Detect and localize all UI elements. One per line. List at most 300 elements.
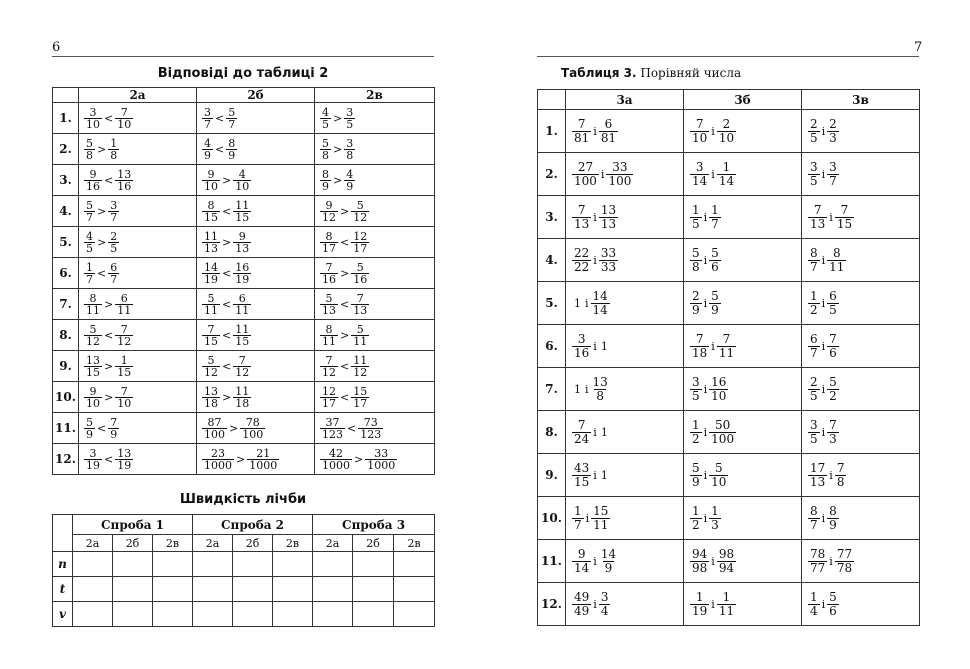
denominator: 22 [574, 259, 590, 274]
denominator: 9 [110, 427, 118, 441]
fraction [690, 591, 709, 618]
denominator: 33 [600, 259, 617, 274]
compare-cell [684, 153, 802, 196]
speed-empty-cell [153, 552, 193, 577]
fraction [690, 462, 702, 489]
comparison-sign: > [104, 390, 114, 404]
answer-cell [79, 413, 197, 444]
whole-number: 1 [600, 339, 608, 353]
fraction [572, 419, 591, 446]
denominator: 100 [711, 431, 735, 446]
denominator: 7 [810, 345, 818, 360]
numerator: 78 [810, 546, 826, 561]
denominator: 13 [204, 241, 218, 255]
fraction [690, 118, 709, 145]
denominator: 81 [574, 130, 590, 145]
denominator: 10 [711, 474, 727, 489]
fraction [202, 231, 220, 254]
answer-cell [197, 134, 315, 165]
numerator: 7 [695, 331, 704, 346]
denominator: 18 [204, 396, 218, 410]
numerator: 7 [813, 202, 822, 217]
conjunction: і [829, 210, 833, 224]
denominator: 7 [810, 517, 818, 532]
numerator: 5 [356, 260, 364, 274]
answer-cell [315, 320, 435, 351]
conjunction: і [593, 468, 597, 482]
denominator: 18 [235, 396, 250, 410]
fraction [599, 548, 618, 575]
denominator: 10 [86, 117, 100, 131]
denominator: 11 [593, 517, 609, 532]
answers-row [53, 382, 435, 413]
row-number: 5. [538, 282, 566, 325]
conjunction: і [711, 554, 715, 568]
answers-title: Відповіді до таблиці 2 [157, 66, 329, 81]
compare-row [538, 411, 920, 454]
answer-cell [315, 444, 435, 475]
speed-empty-cell [73, 602, 113, 627]
numerator: 33 [600, 245, 617, 260]
denominator: 5 [810, 173, 818, 188]
numerator: 78 [245, 415, 260, 429]
conjunction: і [703, 382, 708, 396]
fraction [709, 290, 721, 317]
fraction [572, 161, 599, 188]
denominator: 2 [692, 431, 700, 446]
comparison-sign: < [222, 328, 232, 342]
comparison-sign: < [97, 421, 107, 435]
numerator: 1 [110, 136, 118, 150]
fraction [84, 324, 102, 347]
compare-cell [684, 454, 802, 497]
denominator: 123 [360, 427, 382, 441]
answer-cell [79, 258, 197, 289]
numerator: 5 [711, 288, 719, 303]
fraction [115, 355, 133, 378]
fraction [717, 118, 736, 145]
speed-subcol-header: 2в [394, 535, 435, 552]
compare-row [538, 282, 920, 325]
speed-row [53, 602, 435, 627]
denominator: 3 [711, 517, 719, 532]
fraction [202, 169, 220, 192]
fraction [320, 448, 352, 471]
fraction [599, 118, 618, 145]
fraction [240, 417, 265, 440]
fraction [717, 548, 736, 575]
denominator: 11 [322, 334, 336, 348]
fraction [709, 505, 721, 532]
compare-header-cell [538, 90, 566, 110]
fraction [808, 462, 827, 489]
comparison-sign: < [340, 359, 350, 373]
denominator: 5 [110, 241, 118, 255]
denominator: 19 [235, 272, 250, 286]
numerator: 5 [207, 291, 215, 305]
row-number: 4. [53, 196, 79, 227]
compare-header-row [538, 90, 920, 110]
denominator: 94 [718, 560, 735, 575]
compare-cell [684, 110, 802, 153]
fraction [709, 204, 721, 231]
row-number: 7. [538, 368, 566, 411]
denominator: 6 [711, 259, 719, 274]
fraction [591, 505, 610, 532]
compare-header-cell: 3б [684, 90, 802, 110]
compare-cell [802, 583, 920, 626]
speed-subcols-row [53, 535, 435, 552]
answer-cell [197, 351, 315, 382]
answers-row [53, 413, 435, 444]
comparison-sign: > [236, 452, 246, 466]
denominator: 13 [810, 216, 826, 231]
fraction [108, 200, 119, 223]
fraction [690, 290, 702, 317]
row-number: 12. [538, 583, 566, 626]
fraction [233, 386, 251, 409]
numerator: 5 [86, 136, 93, 150]
comparison-sign: > [222, 173, 232, 187]
numerator: 23 [211, 446, 225, 460]
answer-cell [197, 444, 315, 475]
numerator: 7 [840, 202, 849, 217]
speed-title: Швидкість лічби [179, 492, 307, 507]
fraction [808, 247, 820, 274]
comparison-sign: > [333, 111, 343, 125]
numerator: 5 [356, 322, 364, 336]
fraction [572, 247, 591, 274]
numerator: 7 [577, 116, 586, 131]
speed-empty-cell [313, 552, 353, 577]
numerator: 33 [612, 159, 628, 174]
row-number: 8. [538, 411, 566, 454]
row-number: 8. [53, 320, 79, 351]
speed-subcol-header: 2в [273, 535, 313, 552]
fraction [351, 293, 369, 316]
numerator: 2 [722, 116, 731, 131]
denominator: 5 [810, 388, 818, 403]
numerator: 13 [117, 446, 132, 460]
header-rule-right [537, 56, 919, 57]
numerator: 5 [228, 105, 236, 119]
compare-cell [566, 540, 684, 583]
denominator: 8 [692, 259, 700, 274]
numerator: 14 [600, 546, 617, 561]
denominator: 7 [204, 117, 211, 131]
denominator: 19 [204, 272, 218, 286]
denominator: 15 [204, 210, 218, 224]
table3-title [561, 66, 741, 80]
answer-cell [197, 413, 315, 444]
fraction [84, 293, 102, 316]
fraction [808, 161, 820, 188]
fraction [827, 505, 839, 532]
row-number: 6. [538, 325, 566, 368]
fraction [108, 138, 119, 161]
row-number: 4. [538, 239, 566, 282]
denominator: 6 [829, 345, 837, 360]
answers-row [53, 103, 435, 134]
compare-header-cell: 3а [566, 90, 684, 110]
answers-header-cell [53, 88, 79, 103]
answer-cell [79, 134, 197, 165]
comparison-sign: < [340, 390, 350, 404]
fraction [690, 247, 702, 274]
numerator: 5 [86, 198, 93, 212]
numerator: 5 [207, 353, 215, 367]
conjunction: і [593, 597, 597, 611]
numerator: 5 [325, 291, 333, 305]
answer-cell [197, 289, 315, 320]
numerator: 77 [836, 546, 853, 561]
whole-number: 1 [600, 425, 608, 439]
numerator: 1 [692, 417, 700, 432]
numerator: 6 [120, 291, 128, 305]
row-number: 10. [538, 497, 566, 540]
denominator: 1000 [249, 458, 278, 472]
answer-cell [79, 196, 197, 227]
fraction [808, 204, 827, 231]
numerator: 8 [829, 503, 837, 518]
row-number: 6. [53, 258, 79, 289]
numerator: 3 [346, 105, 354, 119]
numerator: 7 [207, 322, 215, 336]
denominator: 9 [829, 517, 837, 532]
fraction [572, 118, 591, 145]
answer-cell [79, 382, 197, 413]
denominator: 15 [117, 365, 132, 379]
row-number: 11. [538, 540, 566, 583]
fraction [320, 324, 338, 347]
conjunction: і [711, 124, 715, 138]
fraction [108, 262, 119, 285]
fraction [827, 247, 846, 274]
numerator: 7 [577, 417, 586, 432]
speed-subcol-header: 2в [153, 535, 193, 552]
speed-empty-cell [394, 552, 435, 577]
fraction [808, 419, 820, 446]
denominator: 12 [322, 365, 336, 379]
compare-cell [566, 239, 684, 282]
denominator: 12 [353, 210, 368, 224]
fraction [717, 333, 736, 360]
speed-subcol-header: 2б [113, 535, 153, 552]
fraction [835, 204, 854, 231]
compare-cell [802, 153, 920, 196]
numerator: 14 [592, 288, 608, 303]
comparison-sign: < [104, 328, 114, 342]
numerator: 3 [89, 105, 97, 119]
conjunction: і [593, 425, 597, 439]
fraction [202, 448, 234, 471]
denominator: 8 [346, 148, 354, 162]
compare-cell [684, 196, 802, 239]
row-number: 11. [53, 413, 79, 444]
denominator: 9 [322, 179, 329, 193]
numerator: 7 [836, 460, 845, 475]
answer-cell [79, 320, 197, 351]
numerator: 7 [325, 353, 333, 367]
denominator: 8 [836, 474, 845, 489]
denominator: 8 [596, 388, 604, 403]
fraction [690, 204, 702, 231]
speed-empty-cell [73, 577, 113, 602]
numerator: 5 [692, 245, 700, 260]
compare-cell [566, 153, 684, 196]
denominator: 10 [692, 130, 708, 145]
fraction [320, 169, 331, 192]
row-number: 12. [53, 444, 79, 475]
numerator: 12 [322, 384, 336, 398]
denominator: 7 [110, 272, 118, 286]
fraction [351, 386, 369, 409]
comparison-sign: < [340, 235, 350, 249]
compare-cell [802, 325, 920, 368]
answer-cell [79, 103, 197, 134]
denominator: 9 [711, 302, 719, 317]
fraction [351, 262, 369, 285]
denominator: 14 [574, 560, 590, 575]
fraction [84, 231, 95, 254]
denominator: 15 [836, 216, 853, 231]
conjunction: і [703, 511, 708, 525]
numerator: 9 [207, 167, 215, 181]
denominator: 9 [692, 302, 700, 317]
numerator: 27 [577, 159, 594, 174]
fraction [690, 548, 709, 575]
answer-cell [315, 289, 435, 320]
speed-row [53, 552, 435, 577]
speed-subcol-header: 2а [313, 535, 353, 552]
answer-cell [197, 227, 315, 258]
answers-row [53, 258, 435, 289]
fraction [351, 355, 369, 378]
denominator: 8 [322, 148, 329, 162]
numerator: 33 [374, 446, 389, 460]
speed-empty-cell [73, 552, 113, 577]
conjunction: і [703, 425, 708, 439]
denominator: 16 [353, 272, 368, 286]
conjunction: і [829, 468, 833, 482]
conjunction: і [821, 511, 826, 525]
denominator: 11 [718, 603, 735, 618]
denominator: 12 [204, 365, 218, 379]
compare-cell [802, 454, 920, 497]
fraction [233, 200, 251, 223]
compare-cell [566, 497, 684, 540]
numerator: 15 [593, 503, 609, 518]
compare-row [538, 196, 920, 239]
denominator: 9 [86, 427, 93, 441]
compare-cell [566, 368, 684, 411]
denominator: 7 [829, 173, 837, 188]
numerator: 4 [204, 136, 211, 150]
fraction [84, 417, 95, 440]
fraction [827, 290, 839, 317]
comparison-sign: < [222, 266, 232, 280]
row-number: 7. [53, 289, 79, 320]
answer-cell [197, 103, 315, 134]
denominator: 2 [692, 517, 700, 532]
answers-header-cell: 2в [315, 88, 435, 103]
fraction [709, 376, 728, 403]
compare-row [538, 325, 920, 368]
numerator: 4 [86, 229, 93, 243]
numerator: 7 [110, 415, 118, 429]
numerator: 7 [120, 322, 128, 336]
denominator: 9 [204, 148, 211, 162]
denominator: 3 [829, 431, 837, 446]
fraction [320, 293, 338, 316]
compare-cell [566, 110, 684, 153]
answer-cell [315, 351, 435, 382]
denominator: 15 [204, 334, 218, 348]
answers-row [53, 444, 435, 475]
speed-empty-cell [113, 552, 153, 577]
compare-cell [684, 540, 802, 583]
answers-row [53, 134, 435, 165]
answer-cell [315, 227, 435, 258]
numerator: 7 [120, 384, 128, 398]
denominator: 4 [810, 603, 818, 618]
whole-number: 1 [574, 296, 581, 310]
speed-corner-cell [53, 515, 73, 552]
denominator: 5 [346, 117, 354, 131]
conjunction: і [821, 382, 826, 396]
compare-header-cell: 3в [802, 90, 920, 110]
denominator: 18 [692, 345, 708, 360]
fraction [202, 138, 213, 161]
numerator: 3 [110, 198, 118, 212]
numerator: 17 [810, 460, 826, 475]
speed-empty-cell [273, 577, 313, 602]
whole-number: 1 [600, 468, 608, 482]
answers-row [53, 351, 435, 382]
speed-empty-cell [394, 577, 435, 602]
numerator: 4 [238, 167, 246, 181]
compare-cell [802, 540, 920, 583]
fraction [320, 107, 331, 130]
speed-empty-cell [193, 577, 233, 602]
denominator: 2 [829, 388, 837, 403]
fraction [358, 417, 383, 440]
compare-row [538, 153, 920, 196]
denominator: 14 [718, 173, 735, 188]
numerator: 1 [574, 503, 582, 518]
fraction [320, 138, 331, 161]
denominator: 16 [322, 272, 336, 286]
denominator: 5 [810, 130, 818, 145]
denominator: 24 [574, 431, 590, 446]
numerator: 9 [89, 167, 97, 181]
denominator: 100 [204, 427, 225, 441]
fraction [226, 138, 237, 161]
speed-attempt-header: Спроба 1 [73, 515, 193, 535]
comparison-sign: > [97, 142, 107, 156]
numerator: 3 [692, 374, 700, 389]
speed-empty-cell [233, 577, 273, 602]
numerator: 4 [346, 167, 354, 181]
answers-row [53, 227, 435, 258]
speed-row-label: n [53, 552, 73, 577]
denominator: 11 [86, 303, 100, 317]
denominator: 13 [574, 216, 590, 231]
numerator: 14 [204, 260, 218, 274]
numerator: 11 [235, 198, 250, 212]
numerator: 6 [829, 288, 837, 303]
denominator: 100 [242, 427, 264, 441]
